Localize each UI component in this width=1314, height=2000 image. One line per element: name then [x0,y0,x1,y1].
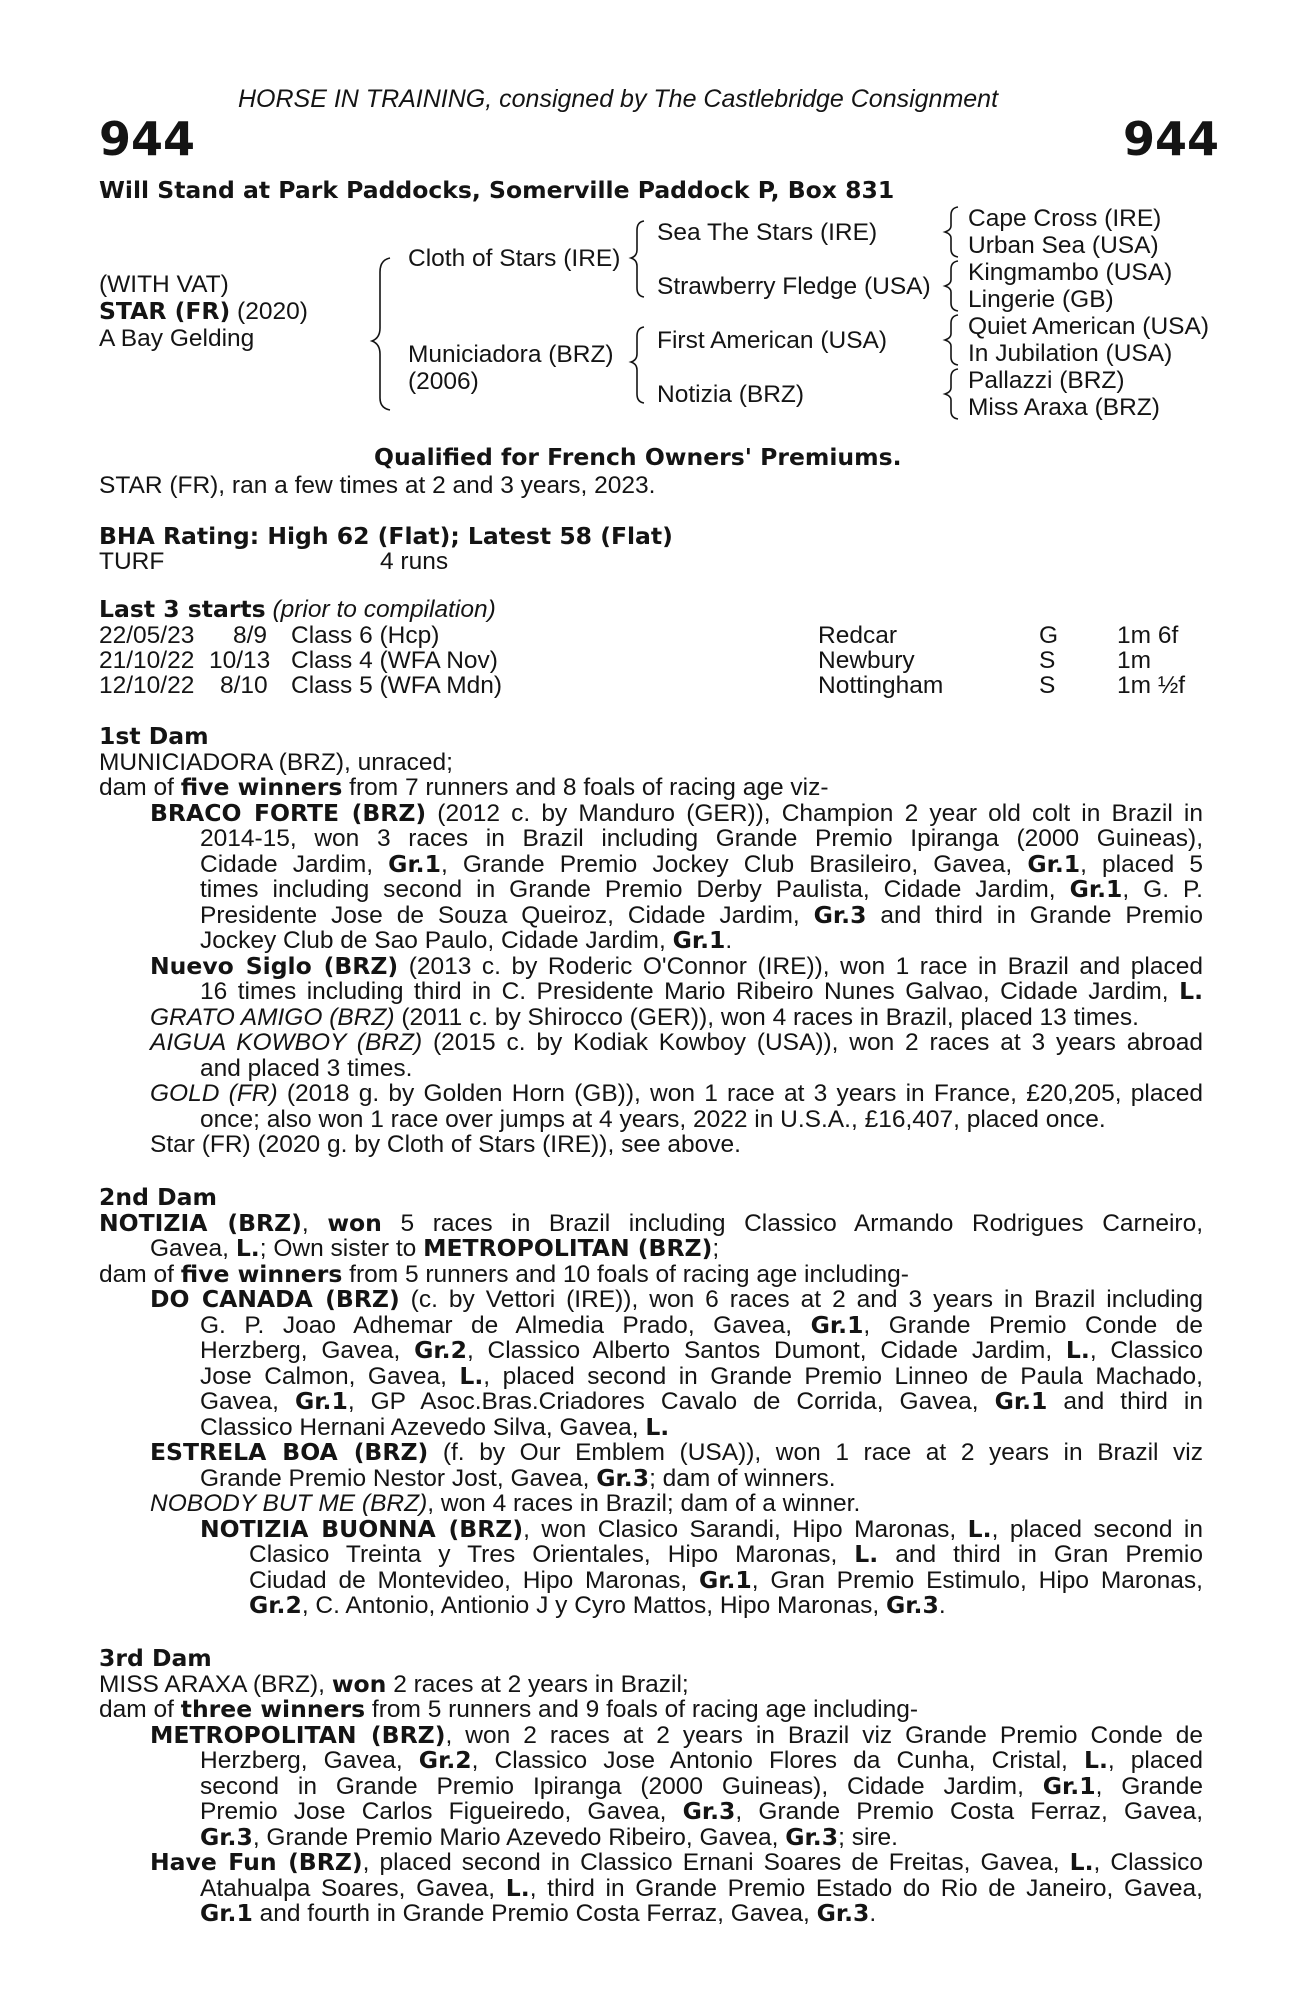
start-going: S [1039,672,1056,699]
pedigree-gen3-3: Kingmambo (USA) [968,259,1173,286]
produce-braco-forte: BRACO FORTE (BRZ) (2012 c. by Manduro (GER)), Champion 2 year old colt in Brazil in [150,798,1203,827]
pedigree-gen3-7: Pallazzi (BRZ) [968,367,1125,394]
third-dam-section: 3rd Dam MISS ARAXA (BRZ), won 2 races at 2 years in Brazil; dam of three winners from 5 runners and 9 foals of racing age including- METROPOLITAN (BRZ), won 2 races at 2 years in Brazil viz Grande Premio Conde de Herzberg, Gavea, Gr.2, Classico Jose Antonio Flores da Cunha, Cristal, L., placed second in Grande Premio Ipiranga (2000 Guineas), Cidade Jardim, Gr.1, Grande Premio Jose Carlos Figueiredo, Gavea, Gr.3, Grande Premio Costa Ferraz, Gavea, Gr.3, Grande Premio Mario Azevedo Ribeiro, Gavea, Gr.3; sire. Have Fun (BRZ), placed second in Classico Ernani Soares de Freitas, Gavea, L., Classico Atahualpa Soares, Gavea, L., third in Grande Premio Estado do Rio de Janeiro, Gavea, Gr.1 and fourth in Grande Premio Costa Ferraz, Gavea, Gr.3. [99,1644,1203,1927]
pedigree-dam-sire: First American (USA) [657,327,888,354]
last-starts-heading [99,597,496,623]
first-dam-section: 1st Dam MUNICIADORA (BRZ), unraced; dam of five winners from 7 runners and 8 foals of racing age viz- BRACO FORTE (BRZ) (2012 c. by Manduro (GER)), Champion 2 year old colt in Brazil in 2014-15, won 3 races in Brazil including Grande Premio Ipiranga (2000 Guineas), Cidade Jardim, Gr.1, Grande Premio Jockey Club Brasileiro, Gavea, Gr.1, placed 5 times including second in Grande Premio Derby Paulista, Cidade Jardim, Gr.1, G. P. Presidente Jose de Souza Queiroz, Cidade Jardim, Gr.3 and third in Grande Premio Jockey Club de Sao Paulo, Cidade Jardim, Gr.1. Nuevo Siglo (BRZ) (2013 c. by Roderic O'Connor (IRE)), won 1 race in Brazil and placed 16 times including third in C. Presidente Mario Ribeiro Nunes Galvao, Cidade Jardim, L. GRATO AMIGO (BRZ) (2011 c. by Shirocco (GER)), won 4 races in Brazil, placed 13 times. AIGUA KOWBOY (BRZ) (2015 c. by Kodiak Kowboy (USA)), won 2 races at 3 years abroad and placed 3 times. GOLD (FR) (2018 g. by Golden Horn (GB)), won 1 race at 3 years in France, £20,205, placed once; also won 1 race over jumps at 4 years, 2022 in U.S.A., £16,407, placed once. Star (FR) (2020 g. by Cloth of Stars (IRE)), see above. [99,722,1203,1158]
pedigree-dam-year: (2006) [408,368,479,395]
horse-year: (2020) [230,298,308,325]
pedigree-gen3-5: Quiet American (USA) [968,313,1209,340]
start-position: 8/9 [233,622,268,649]
bha-rating: BHA Rating: High 62 (Flat); Latest 58 (Flat) [99,522,673,550]
produce-notizia-buonna: NOTIZIA BUONNA (BRZ), won Clasico Sarandi, Hipo Maronas, L., placed second in [200,1514,1203,1543]
start-race: Class 6 (Hcp) [291,622,440,649]
premiums-note: Qualified for French Owners' Premiums. [374,443,902,471]
start-date: 22/05/23 [99,622,195,649]
pedigree-sire-sire: Sea The Stars (IRE) [657,219,878,246]
first-dam-heading: 1st Dam [99,722,209,750]
start-position: 8/10 [220,672,268,699]
start-position: 10/13 [209,647,271,674]
start-course: Nottingham [818,672,944,699]
rating-surface: TURF [99,548,165,575]
pedigree-dam-dam: Notizia (BRZ) [657,381,805,408]
start-race: Class 4 (WFA Nov) [291,647,498,674]
third-dam-name: MISS ARAXA (BRZ), won 2 races at 2 years in Brazil; [99,1669,689,1698]
race-summary: STAR (FR), ran a few times at 2 and 3 years, 2023. [99,472,656,499]
last-starts-title: Last 3 starts [99,595,266,623]
produce-do-canada: DO CANADA (BRZ) (c. by Vettori (IRE)), won 6 races at 2 and 3 years in Brazil including [150,1285,1203,1313]
pedigree-gen3-2: Urban Sea (USA) [968,232,1159,259]
second-dam-heading: 2nd Dam [99,1183,217,1211]
start-going: G [1039,622,1059,649]
rating-runs: 4 runs [380,548,449,575]
start-distance: 1m ½f [1117,672,1186,699]
pedigree-sire: Cloth of Stars (IRE) [408,245,621,272]
produce-have-fun: Have Fun (BRZ), placed second in Classico Ernani Soares de Freitas, Gavea, L., Classico [150,1848,1203,1876]
produce-estrela-boa: ESTRELA BOA (BRZ) (f. by Our Emblem (USA)), won 1 race at 2 years in Brazil viz [150,1438,1203,1466]
start-distance: 1m [1117,647,1152,674]
start-going: S [1039,647,1056,674]
pedigree-gen3-6: In Jubilation (USA) [968,340,1173,367]
pedigree-gen3-8: Miss Araxa (BRZ) [968,394,1160,421]
produce-metropolitan: METROPOLITAN (BRZ), won 2 races at 2 years in Brazil viz Grande Premio Conde de [150,1720,1203,1749]
vat-note: (WITH VAT) [99,271,229,298]
produce-nobody-but-me: NOBODY BUT ME (BRZ), won 4 races in Brazil; dam of a winner. [150,1490,861,1517]
second-dam-name: NOTIZIA (BRZ), won 5 races in Brazil including Classico Armando Rodrigues Carneiro, [99,1208,1203,1237]
lot-number-left: 944 [99,112,196,166]
second-dam-section: 2nd Dam NOTIZIA (BRZ), won 5 races in Brazil including Classico Armando Rodrigues Carneiro, Gavea, L.; Own sister to METROPOLITAN (BRZ); dam of five winners from 5 runners and 10 foals of racing age including- DO CANADA (BRZ) (c. by Vettori (IRE)), won 6 races at 2 and 3 years in Brazil including G. P. Joao Adhemar de Almedia Prado, Gavea, Gr.1, Grande Premio Conde de Herzberg, Gavea, Gr.2, Classico Alberto Santos Dumont, Cidade Jardim, L., Classico Jose Calmon, Gavea, L., placed second in Grande Premio Linneo de Paula Machado, Gavea, Gr.1, GP Asoc.Bras.Criadores Cavalo de Corrida, Gavea, Gr.1 and third in Classico Hernani Azevedo Silva, Gavea, L. ESTRELA BOA (BRZ) (f. by Our Emblem (USA)), won 1 race at 2 years in Brazil viz Grande Premio Nestor Jost, Gavea, Gr.3; dam of winners. NOBODY BUT ME (BRZ), won 4 races in Brazil; dam of a winner. NOTIZIA BUONNA (BRZ), won Clasico Sarandi, Hipo Maronas, L., placed second in Clasico Treinta y Tres Orientales, Hipo Maronas, L. and third in Gran Premio Ciudad de Montevideo, Hipo Maronas, Gr.1, Gran Premio Estimulo, Hipo Maronas, Gr.2, C. Antonio, Antionio J y Cyro Mattos, Hipo Maronas, Gr.3. [99,1183,1204,1619]
second-dam-produce-summary: dam of five winners from 5 runners and 10 foals of racing age including- [99,1259,909,1288]
lot-number-right: 944 [1123,112,1220,166]
start-course: Newbury [818,647,915,674]
third-dam-produce-summary: dam of three winners from 5 runners and 9 foals of racing age including- [99,1695,919,1723]
horse-name: STAR (FR) [99,297,231,325]
last-starts-note: (prior to compilation) [265,596,496,623]
produce-gold: GOLD (FR) (2018 g. by Golden Horn (GB)), won 1 race at 3 years in France, £20,205, placed [150,1080,1203,1107]
start-course: Redcar [818,622,897,649]
produce-star: Star (FR) (2020 g. by Cloth of Stars (IRE)), see above. [150,1131,741,1158]
start-date: 12/10/22 [99,672,195,699]
horse-description: A Bay Gelding [99,325,255,352]
stabling-line: Will Stand at Park Paddocks, Somerville Paddock P, Box 831 [99,176,895,204]
produce-nuevo-siglo: Nuevo Siglo (BRZ) (2013 c. by Roderic O'Connor (IRE)), won 1 race in Brazil and placed [150,951,1203,980]
produce-aigua-kowboy: AIGUA KOWBOY (BRZ) (2015 c. by Kodiak Kowboy (USA)), won 2 races at 3 years abroad [150,1029,1203,1056]
start-date: 21/10/22 [99,647,195,674]
first-dam-name: MUNICIADORA (BRZ), unraced; [99,748,453,776]
first-dam-produce-summary: dam of five winners from 7 runners and 8 foals of racing age viz- [99,773,829,801]
pedigree-sire-dam: Strawberry Fledge (USA) [657,273,931,300]
start-distance: 1m 6f [1117,622,1179,649]
start-race: Class 5 (WFA Mdn) [291,672,503,699]
produce-grato-amigo: GRATO AMIGO (BRZ) (2011 c. by Shirocco (GER)), won 4 races in Brazil, placed 13 times. [150,1003,1139,1031]
consignor-line: HORSE IN TRAINING, consigned by The Castlebridge Consignment [238,85,999,113]
pedigree-dam: Municiadora (BRZ) [408,341,614,368]
pedigree-gen3-1: Cape Cross (IRE) [968,205,1162,232]
pedigree-gen3-4: Lingerie (GB) [968,286,1114,313]
third-dam-heading: 3rd Dam [99,1644,212,1672]
